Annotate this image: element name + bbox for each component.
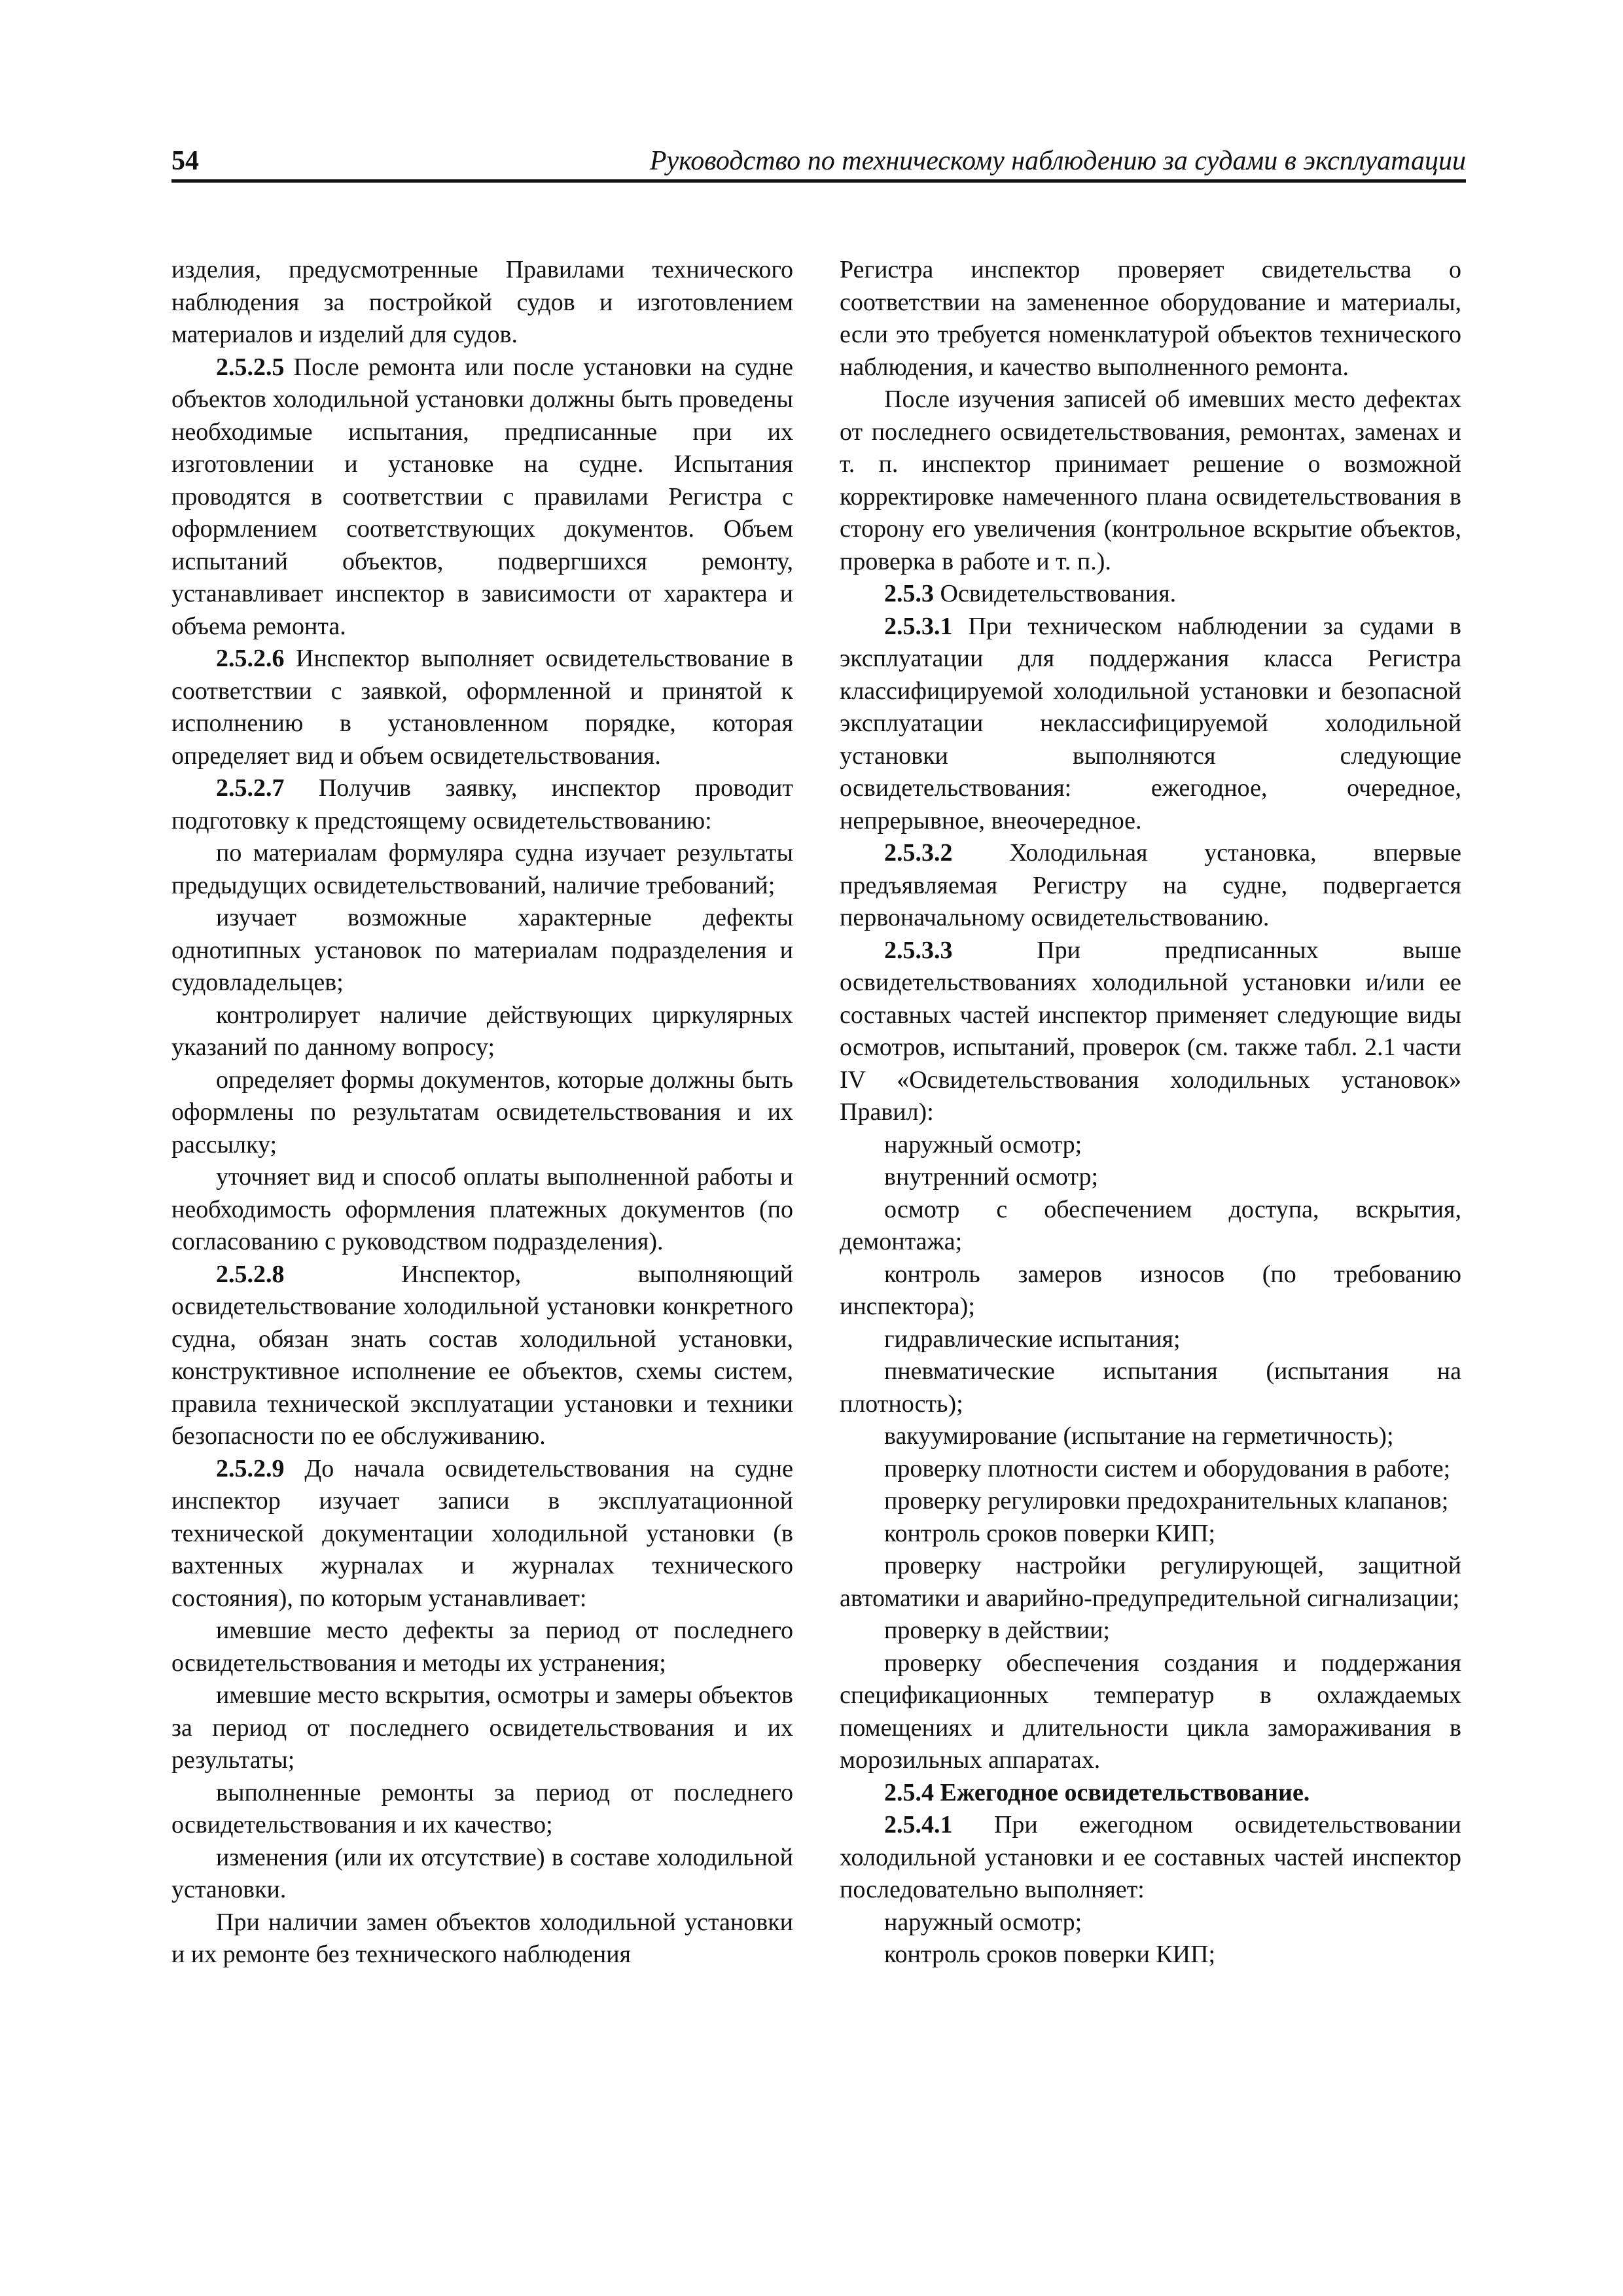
list-item (840, 1485, 1461, 1518)
paragraph-text: имевшие место вскрытия, осмотры и замеры объектов за период от последнего освидетельствования и их результаты; (171, 1681, 793, 1774)
paragraph-text: контроль замеров износов (по требованию инспектора); (840, 1260, 1461, 1320)
list-item (171, 902, 793, 999)
list-item (171, 999, 793, 1064)
paragraph-text: изделия, предусмотренные Правилами технического наблюдения за постройкой судов и изготовлением материалов и изделий для судов. (171, 256, 793, 348)
list-item (840, 1259, 1461, 1323)
paragraph-text: наружный осмотр; (884, 1908, 1082, 1936)
list-item (840, 1647, 1461, 1777)
paragraph-text: Инспектор, выполняющий освидетельствование холодильной установки конкретного судна, обязан знать состав холодильной установки, конструктивное исполнение ее объектов, схемы систем, правила технической эксплуатации установки и техники безопасности по ее обслуживанию. (171, 1260, 793, 1450)
list-item (840, 1129, 1461, 1162)
paragraph-text: наружный осмотр; (884, 1130, 1082, 1158)
paragraph (171, 351, 793, 643)
paragraph (171, 643, 793, 772)
paragraph-text: До начала освидетельствования на судне инспектор изучает записи в эксплуатационной технической документации холодильной установки (в вахтенных журналах и журналах технического состояния), по которым устанавливает: (171, 1454, 793, 1612)
paragraph (171, 1453, 793, 1615)
paragraph-text: При ежегодном освидетельствовании холодильной установки и ее составных частей инспектор последовательно выполняет: (840, 1811, 1461, 1903)
list-item (840, 1453, 1461, 1486)
section-heading (840, 578, 1461, 611)
clause-number: 2.5.2.5 (216, 353, 285, 381)
paragraph (840, 254, 1461, 384)
paragraph-text: выполненные ремонты за период от последнего освидетельствования и их качество; (171, 1778, 793, 1839)
paragraph-text: После изучения записей об имевших место дефектах от последнего освидетельствования, ремонтах, заменах и т. п. инспектор принимает решение о возможной корректировке намеченного плана освидетельствования в сторону его увеличения (контрольное вскрытие объектов, проверка в работе и т. п.). (840, 386, 1461, 575)
paragraph-text: изучает возможные характерные дефекты однотипных установок по материалам подразделения и судовладельцев; (171, 904, 793, 996)
paragraph-text: Ежегодное освидетельствование. (934, 1778, 1310, 1806)
paragraph (171, 772, 793, 837)
list-item (840, 1194, 1461, 1259)
list-item (840, 1161, 1461, 1194)
page-number: 54 (171, 146, 199, 176)
paragraph-text: Регистра инспектор проверяет свидетельства о соответствии на замененное оборудование и материалы, если это требуется номенклатурой объектов технического наблюдения, и качество выполненного ремонта. (840, 256, 1461, 381)
right-column (840, 254, 1461, 1971)
list-item (171, 1161, 793, 1259)
paragraph-text: Инспектор выполняет освидетельствование в соответствии с заявкой, оформленной и принятой к исполнению в установленном порядке, которая определяет вид и объем освидетельствования. (171, 645, 793, 770)
list-item (171, 1842, 793, 1907)
paragraph-text: проверку настройки регулирующей, защитной автоматики и аварийно-предупредительной сигнализации; (840, 1552, 1461, 1612)
clause-number: 2.5.3.1 (884, 612, 953, 640)
paragraph-text: внутренний осмотр; (884, 1163, 1099, 1191)
list-item (840, 1420, 1461, 1453)
paragraph (171, 254, 793, 351)
paragraph-text: контролирует наличие действующих циркулярных указаний по данному вопросу; (171, 1001, 793, 1061)
paragraph (840, 935, 1461, 1129)
paragraph (171, 1907, 793, 1971)
paragraph-text: контроль сроков поверки КИП; (884, 1519, 1216, 1547)
list-item (171, 1777, 793, 1842)
paragraph (840, 837, 1461, 935)
paragraph (840, 611, 1461, 838)
clause-number: 2.5.2.8 (216, 1260, 285, 1288)
list-item (840, 1939, 1461, 1971)
list-item (171, 1615, 793, 1679)
list-item (840, 1355, 1461, 1420)
clause-number: 2.5.3.2 (884, 839, 953, 867)
paragraph-text: осмотр с обеспечением доступа, вскрытия, демонтажа; (840, 1195, 1461, 1255)
clause-number: 2.5.3.3 (884, 936, 953, 964)
clause-number: 2.5.2.6 (216, 645, 285, 672)
header-rule (171, 179, 1466, 183)
paragraph-text: При наличии замен объектов холодильной установки и их ремонте без технического наблюдения (171, 1908, 793, 1968)
paragraph-text: При техническом наблюдении за судами в эксплуатации для поддержания класса Регистра классифицируемой холодильной установки и безопасной эксплуатации неклассифицируемой холодильной установки выполняются следующие освидетельствования: ежегодное, очередное, непрерывное, внеочередное. (840, 612, 1461, 834)
paragraph-text: проверку плотности систем и оборудования в работе; (884, 1454, 1451, 1482)
list-item (840, 1615, 1461, 1647)
paragraph-text: гидравлические испытания; (884, 1325, 1181, 1353)
paragraph-text: вакуумирование (испытание на герметичность); (884, 1422, 1394, 1450)
page-header (171, 143, 1466, 179)
list-item (171, 1679, 793, 1777)
paragraph-text: пневматические испытания (испытания на плотность); (840, 1357, 1461, 1418)
paragraph-text: имевшие место дефекты за период от последнего освидетельствования и методы их устранения; (171, 1617, 793, 1677)
paragraph-text: уточняет вид и способ оплаты выполненной работы и необходимость оформления платежных документов (по согласованию с руководством подразделения). (171, 1163, 793, 1255)
paragraph-text: Получив заявку, инспектор проводит подготовку к предстоящему освидетельствованию: (171, 774, 793, 834)
paragraph (171, 1259, 793, 1453)
paragraph-text: контроль сроков поверки КИП; (884, 1941, 1216, 1968)
clause-number: 2.5.3 (884, 580, 934, 607)
list-item (171, 837, 793, 902)
paragraph (840, 384, 1461, 578)
paragraph-text: изменения (или их отсутствие) в составе холодильной установки. (171, 1843, 793, 1903)
list-item (840, 1323, 1461, 1356)
paragraph-text: проверку регулировки предохранительных клапанов; (884, 1487, 1449, 1515)
clause-number: 2.5.4.1 (884, 1811, 953, 1839)
paragraph-text: Освидетельствования. (934, 580, 1177, 607)
paragraph-text: проверку в действии; (884, 1617, 1110, 1644)
list-item (840, 1518, 1461, 1551)
paragraph-text: по материалам формуляра судна изучает результаты предыдущих освидетельствований, наличие требований; (171, 839, 793, 899)
paragraph-text: Холодильная установка, впервые предъявляемая Регистру на судне, подвергается первоначальному освидетельствованию. (840, 839, 1461, 931)
list-item (840, 1550, 1461, 1615)
list-item (171, 1064, 793, 1162)
paragraph-text: проверку обеспечения создания и поддержания спецификационных температур в охлаждаемых помещениях и длительности цикла замораживания в морозильных аппаратах. (840, 1649, 1461, 1774)
paragraph-text: После ремонта или после установки на судне объектов холодильной установки должны быть проведены необходимые испытания, предписанные при их изготовлении и установке на судне. Испытания проводятся в соответствии с правилами Регистра с оформлением соответствующих документов. Объем испытаний объектов, подвергшихся ремонту, устанавливает инспектор в зависимости от характера и объема ремонта. (171, 353, 793, 640)
paragraph (840, 1809, 1461, 1907)
list-item (840, 1907, 1461, 1939)
clause-number: 2.5.4 (884, 1778, 934, 1806)
paragraph-text: При предписанных выше освидетельствованиях холодильной установки и/или ее составных частей инспектор применяет следующие виды осмотров, испытаний, проверок (см. также табл. 2.1 части IV «Освидетельствования холодильных установок» Правил): (840, 936, 1461, 1126)
clause-number: 2.5.2.7 (216, 774, 285, 802)
paragraph-text: определяет формы документов, которые должны быть оформлены по результатам освидетельствования и их рассылку; (171, 1066, 793, 1158)
section-heading (840, 1777, 1461, 1810)
running-title: Руководство по техническому наблюдению за судами в эксплуатации (649, 146, 1466, 176)
left-column (171, 254, 793, 1971)
clause-number: 2.5.2.9 (216, 1454, 285, 1482)
